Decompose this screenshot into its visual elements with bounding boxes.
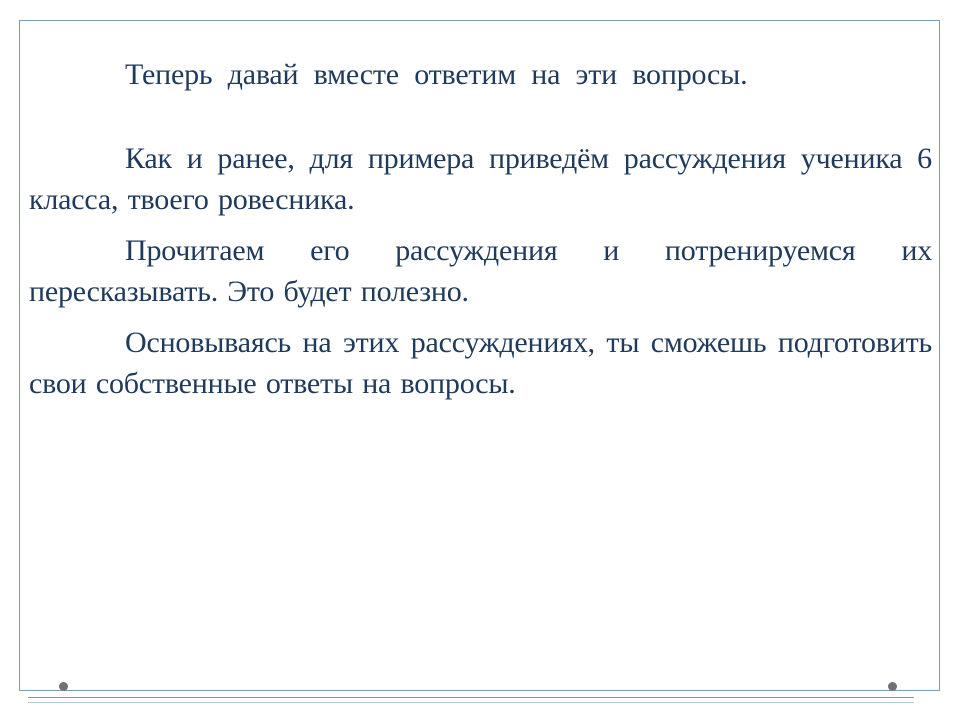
example-paragraph: Как и ранее, для примера приведём рассуждения ученика 6 класса, твоего ровесника. (29, 142, 932, 216)
right-dot-ornament (888, 682, 897, 691)
intro-paragraph: Теперь давай вместе ответим на эти вопросы. (125, 58, 748, 91)
prepare-answers-paragraph: Основываясь на этих рассуждениях, ты сможешь подготовить свои собственные ответы на вопросы. (29, 326, 932, 400)
retell-paragraph: Прочитаем его рассуждения и потренируемся их пересказывать. Это будет полезно. (29, 234, 932, 308)
left-dot-ornament (59, 682, 68, 691)
bottom-rule (28, 697, 914, 698)
bottom-rule-secondary (28, 702, 914, 703)
slide-body (29, 54, 932, 404)
